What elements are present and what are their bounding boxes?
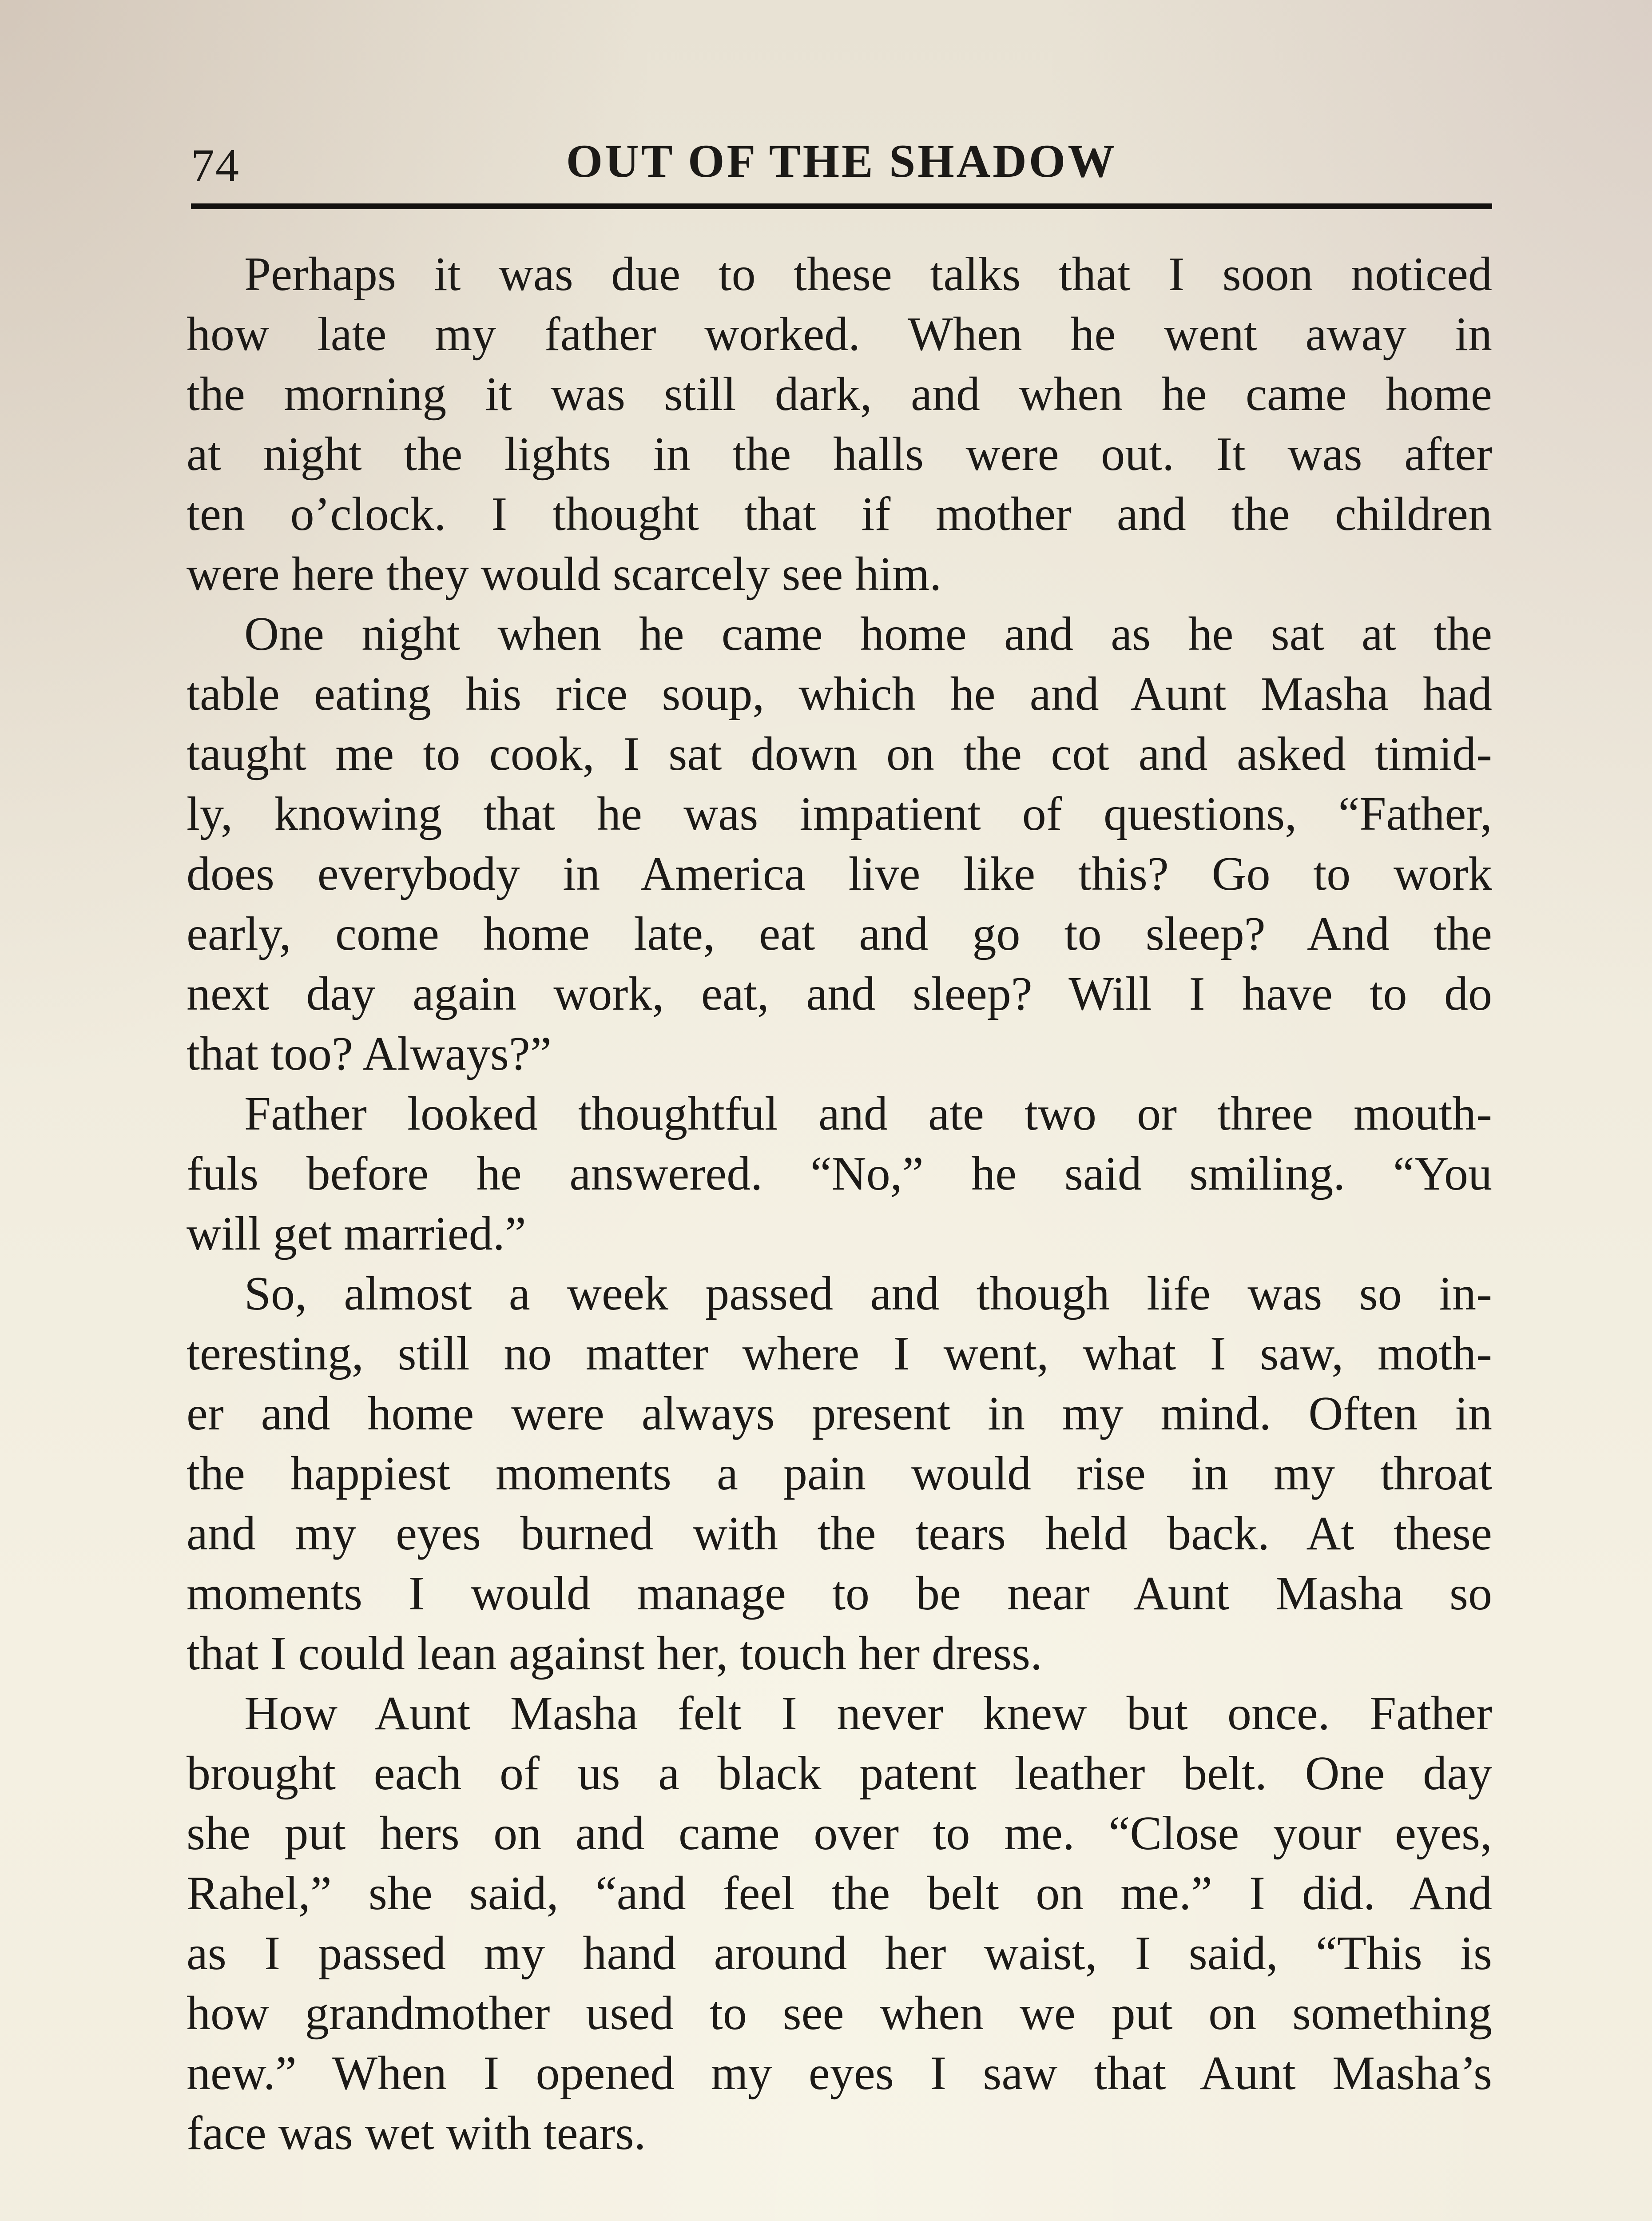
text-line: moments I would manage to be near Aunt Masha so [187,1567,1492,1620]
text-line: How Aunt Masha felt I never knew but once. Father [244,1687,1492,1740]
page-number: 74 [191,139,240,191]
text-line: as I passed my hand around her waist, I said, “This is [187,1927,1492,1980]
text-line: ly, knowing that he was impatient of questions, “Father, [187,788,1492,840]
text-line: she put hers on and came over to me. “Close your eyes, [187,1807,1492,1860]
text-line: One night when he came home and as he sat at the [244,608,1492,661]
text-line: So, almost a week passed and though life was so in- [244,1267,1492,1320]
text-line: table eating his rice soup, which he and Aunt Masha had [187,668,1492,720]
running-head [191,129,1492,195]
text-line: Rahel,” she said, “and feel the belt on me.” I did. And [187,1867,1492,1920]
text-line: the morning it was still dark, and when he came home [187,368,1492,421]
text-line: Father looked thoughtful and ate two or three mouth- [244,1087,1492,1140]
text-line: fuls before he answered. “No,” he said smiling. “You [187,1147,1492,1200]
body-text [187,244,1492,2163]
text-line: taught me to cook, I sat down on the cot and asked timid- [187,728,1492,780]
text-line: teresting, still no matter where I went, what I saw, moth- [187,1327,1492,1380]
running-title: OUT OF THE SHADOW [566,135,1117,187]
text-line: the happiest moments a pain would rise in my throat [187,1447,1492,1500]
header-rule [191,203,1492,209]
text-line: er and home were always present in my mind. Often in [187,1387,1492,1440]
text-line: does everybody in America live like this? Go to work [187,848,1492,900]
text-line: Perhaps it was due to these talks that I soon noticed [244,248,1492,301]
text-line: how late my father worked. When he went away in [187,308,1492,361]
text-line: that too? Always?” [187,1027,552,1080]
text-line: at night the lights in the halls were out. It was after [187,428,1492,481]
text-line: and my eyes burned with the tears held back. At these [187,1507,1492,1560]
text-line: new.” When I opened my eyes I saw that Aunt Masha’s [187,2047,1492,2100]
text-line: brought each of us a black patent leather belt. One day [187,1747,1492,1800]
text-line: were here they would scarcely see him. [187,548,942,601]
text-line: ten o’clock. I thought that if mother and the children [187,488,1492,541]
text-line: how grandmother used to see when we put on something [187,1987,1492,2040]
text-line: will get married.” [187,1207,526,1260]
text-line: early, come home late, eat and go to sleep? And the [187,908,1492,960]
text-line: next day again work, eat, and sleep? Will I have to do [187,967,1492,1020]
text-line: that I could lean against her, touch her dress. [187,1627,1043,1680]
text-line: face was wet with tears. [187,2107,646,2160]
